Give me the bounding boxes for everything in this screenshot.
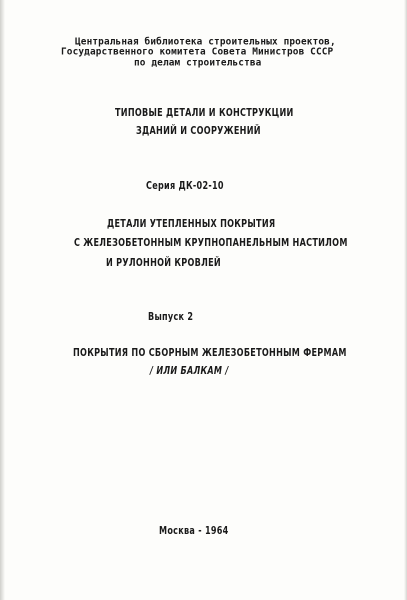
collection-line-2: ЗДАНИЙ И СООРУЖЕНИЙ xyxy=(136,125,261,138)
page-left-edge xyxy=(0,0,5,600)
series-label: Серия ДК-02-10 xyxy=(146,180,224,193)
title-line-3: И РУЛОННОЙ КРОВЛЕЙ xyxy=(106,257,221,270)
title-line-2: С ЖЕЛЕЗОБЕТОННЫМ КРУПНОПАНЕЛЬНЫМ НАСТИЛОМ xyxy=(74,237,348,250)
title-line-1: ДЕТАЛИ УТЕПЛЕННЫХ ПОКРЫТИЯ xyxy=(107,218,276,231)
collection-line-1: ТИПОВЫЕ ДЕТАЛИ И КОНСТРУКЦИИ xyxy=(115,107,294,120)
issue-label: Выпуск 2 xyxy=(148,311,194,324)
subtitle-line-2: / ИЛИ БАЛКАМ / xyxy=(150,365,229,378)
header-line-3: по делам строительства xyxy=(134,56,262,69)
footer-city-year: Москва - 1964 xyxy=(159,525,229,538)
subtitle-line-1: ПОКРЫТИЯ ПО СБОРНЫМ ЖЕЛЕЗОБЕТОННЫМ ФЕРМАМ xyxy=(73,347,347,360)
header-line-2: Государственного комитета Совета Министров СССР xyxy=(61,45,334,58)
header-line-1: Центральная библиотека строительных проектов, xyxy=(75,35,336,48)
